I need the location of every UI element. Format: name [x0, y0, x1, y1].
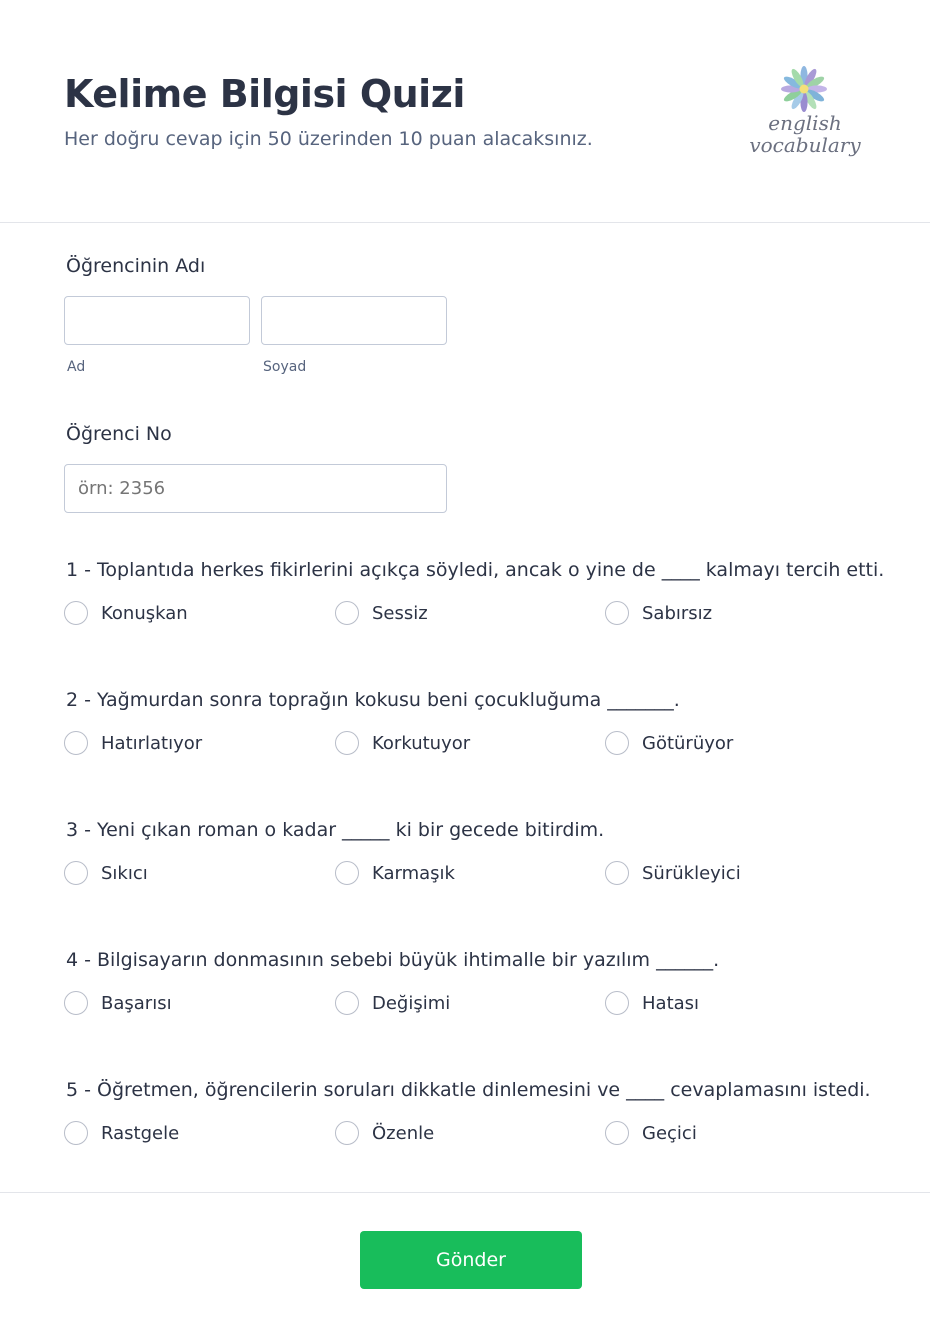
question-text: 1 - Toplantıda herkes fikirlerini açıkça söyledi, ancak o yine de ____ kalmayı tercih etti.: [66, 559, 885, 581]
option-label: Sessiz: [372, 602, 428, 624]
option-label: Hatırlatıyor: [101, 732, 203, 754]
option-label: Korkutuyor: [372, 732, 471, 754]
option-korkutuyor[interactable]: [335, 731, 470, 755]
option-label: Hatası: [642, 992, 700, 1014]
option-label: Değişimi: [372, 992, 451, 1014]
question-text: 2 - Yağmurdan sonra toprağın kokusu beni çocukluğuma _______.: [66, 689, 680, 711]
option-ozenle[interactable]: [335, 1121, 434, 1145]
student-no-label: Öğrenci No: [66, 423, 172, 445]
question-text: 3 - Yeni çıkan roman o kadar _____ ki bir gecede bitirdim.: [66, 819, 605, 841]
option-basarisi[interactable]: [64, 991, 172, 1015]
option-label: Geçici: [642, 1122, 697, 1144]
logo-text-vocabulary: vocabulary: [749, 133, 861, 157]
radio-circle[interactable]: [335, 731, 359, 755]
option-label: Götürüyor: [642, 732, 734, 754]
form-header: [0, 0, 930, 223]
radio-circle[interactable]: [605, 731, 629, 755]
last-name-input[interactable]: [261, 296, 447, 345]
option-goturuyor[interactable]: [605, 731, 733, 755]
radio-circle[interactable]: [605, 861, 629, 885]
radio-circle[interactable]: [64, 861, 88, 885]
first-name-input[interactable]: [64, 296, 250, 345]
option-karmasik[interactable]: [335, 861, 455, 885]
radio-circle[interactable]: [605, 601, 629, 625]
option-degisimi[interactable]: [335, 991, 450, 1015]
submit-button[interactable]: Gönder: [360, 1231, 582, 1289]
question-text: 4 - Bilgisayarın donmasının sebebi büyük ihtimalle bir yazılım ______.: [66, 949, 720, 971]
option-hatirlatiyor[interactable]: [64, 731, 202, 755]
page-subtitle: Her doğru cevap için 50 üzerinden 10 puan alacaksınız.: [64, 128, 593, 150]
option-gecici[interactable]: [605, 1121, 697, 1145]
option-hatasi[interactable]: [605, 991, 699, 1015]
option-label: Sabırsız: [642, 602, 713, 624]
english-vocabulary-logo: [740, 62, 870, 162]
question-text: 5 - Öğretmen, öğrencilerin soruları dikkatle dinlemesini ve ____ cevaplamasını istedi.: [66, 1079, 871, 1101]
page-title: Kelime Bilgisi Quizi: [64, 72, 465, 116]
option-konuskan[interactable]: [64, 601, 188, 625]
option-sikici[interactable]: [64, 861, 148, 885]
radio-circle[interactable]: [335, 861, 359, 885]
option-surukleyici[interactable]: [605, 861, 741, 885]
radio-circle[interactable]: [605, 1121, 629, 1145]
option-sessiz[interactable]: [335, 601, 428, 625]
radio-circle[interactable]: [64, 731, 88, 755]
flower-icon: [740, 62, 870, 118]
option-rastgele[interactable]: [64, 1121, 179, 1145]
option-label: Rastgele: [101, 1122, 180, 1144]
radio-circle[interactable]: [64, 601, 88, 625]
footer-divider: [0, 1192, 930, 1193]
radio-circle[interactable]: [335, 1121, 359, 1145]
last-name-sublabel: Soyad: [263, 359, 307, 375]
radio-circle[interactable]: [335, 991, 359, 1015]
option-label: Sürükleyici: [642, 862, 741, 884]
option-label: Konuşkan: [101, 602, 188, 624]
option-label: Özenle: [372, 1122, 435, 1144]
first-name-sublabel: Ad: [67, 359, 86, 375]
option-label: Başarısı: [101, 992, 172, 1014]
radio-circle[interactable]: [64, 991, 88, 1015]
option-sabirsiz[interactable]: [605, 601, 712, 625]
option-label: Karmaşık: [372, 862, 455, 884]
option-label: Sıkıcı: [101, 862, 148, 884]
radio-circle[interactable]: [335, 601, 359, 625]
radio-circle[interactable]: [64, 1121, 88, 1145]
student-no-input[interactable]: [64, 464, 447, 513]
student-name-label: Öğrencinin Adı: [66, 255, 206, 277]
radio-circle[interactable]: [605, 991, 629, 1015]
logo-text-english: english: [768, 111, 842, 135]
